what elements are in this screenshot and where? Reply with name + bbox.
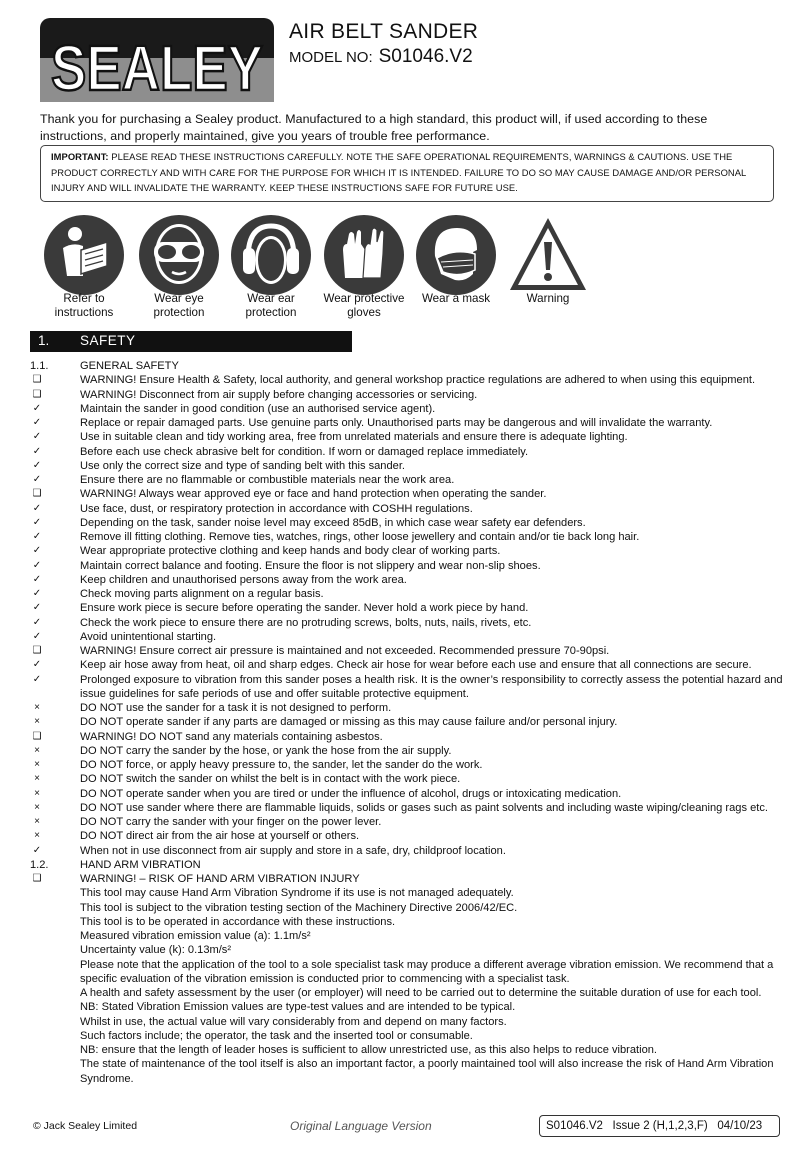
safety-list-item-text: DO NOT operate sander when you are tired or under the influence of alcohol, drugs or intoxicating medication. <box>80 787 622 800</box>
safety-list-item <box>30 744 790 758</box>
ear-protection-icon <box>230 214 312 296</box>
vibration-line: NB: ensure that the length of leader hoses is sufficient to allow unrestricted use, as this also helps to reduce vibration. <box>80 1044 657 1056</box>
safety-list-item <box>30 416 790 430</box>
vibration-line: Uncertainty value (k): 0.13m/s² <box>80 944 232 957</box>
check-icon: ✓ <box>32 516 42 528</box>
cross-icon: × <box>34 801 40 813</box>
cross-icon: × <box>34 773 40 785</box>
safety-list-item <box>30 516 790 530</box>
safety-list-item-text: WARNING! DO NOT sand any materials containing asbestos. <box>80 730 383 743</box>
check-icon: ✓ <box>32 659 42 671</box>
safety-list-item <box>30 844 790 858</box>
safety-list-item-text: DO NOT carry the sander with your finger on the power lever. <box>80 816 382 828</box>
safety-list-item-text: When not in use disconnect from air supply and store in a safe, dry, childproof location. <box>80 844 506 857</box>
footer-copyright: © Jack Sealey Limited <box>33 1120 138 1132</box>
safety-list-item <box>30 801 790 815</box>
icon-label-mask: Wear a mask <box>421 292 491 305</box>
safety-list-item-text: WARNING! Ensure correct air pressure is maintained and not exceeded. Recommended pressure 70-90psi. <box>80 645 610 657</box>
safety-list-item <box>30 730 790 744</box>
icon-label-instructions: Refer to instructions <box>54 292 114 319</box>
safety-list-item-text: Replace or repair damaged parts. Use genuine parts only. Unauthorised parts may be dangerous and will invalidate the warranty. <box>80 417 713 429</box>
safety-list-item-text: Depending on the task, sander noise level may exceed 85dB, in which case wear safety ear defenders. <box>80 516 586 529</box>
section-number: 1. <box>38 333 50 348</box>
vibration-line: The state of maintenance of the tool itself is also an important factor, a poorly maintained tool will also increase the risk of Hand Arm Vibration Syndrome. <box>80 1058 774 1085</box>
check-icon: ✓ <box>32 602 42 614</box>
warning-box-icon: ❑ <box>32 374 42 386</box>
safety-list-item <box>30 772 790 786</box>
safety-list-item-text: Use face, dust, or respiratory protection in accordance with COSHH regulations. <box>80 502 473 515</box>
warning-box-icon: ❑ <box>32 730 42 742</box>
icon-label-gloves: Wear protective gloves <box>323 292 405 319</box>
cross-icon: × <box>34 816 40 827</box>
safety-list-item <box>30 573 790 587</box>
safety-list-item <box>30 701 790 715</box>
cross-icon: × <box>34 787 40 799</box>
safety-list-item <box>30 388 790 402</box>
footer-code: S01046.V2 <box>546 1120 603 1132</box>
safety-list-item <box>30 658 790 672</box>
vibration-line: This tool may cause Hand Arm Vibration Syndrome if its use is not managed adequately. <box>80 887 514 900</box>
safety-list-item-text: Keep air hose away from heat, oil and sharp edges. Check air hose for wear before each use and ensure that all connections are secure. <box>80 659 752 672</box>
safety-list-item <box>30 829 790 843</box>
safety-list-item <box>30 815 790 829</box>
safety-list-item-text: Prolonged exposure to vibration from this sander poses a health risk. It is the owner’s responsibility to correctly assess the potential hazard and issue guidelines for safe periods of use and offer suitable protective equipment. <box>80 673 783 700</box>
safety-list-item-text: Use only the correct size and type of sanding belt with this sander. <box>80 459 405 472</box>
vibration-line: A health and safety assessment by the user (or employer) will need to be carried out to determine the suitable duration of use for each tool. <box>80 987 762 999</box>
safety-list-item <box>30 430 790 444</box>
warning-box-icon: ❑ <box>32 488 42 500</box>
safety-list-item-text: DO NOT carry the sander by the hose, or yank the hose from the air supply. <box>80 744 452 757</box>
sealey-logo <box>40 18 274 102</box>
safety-list-item-text: WARNING! Always wear approved eye or face and hand protection when operating the sander. <box>80 488 547 501</box>
cross-icon: × <box>34 716 40 728</box>
safety-list-item <box>30 459 790 473</box>
safety-list-item-text: Use in suitable clean and tidy working area, free from unrelated materials and ensure there is adequate lighting. <box>80 431 628 444</box>
vibration-text <box>30 886 790 1086</box>
safety-list-item <box>30 473 790 487</box>
warning-box-icon: ❑ <box>32 388 42 400</box>
check-icon: ✓ <box>32 673 42 685</box>
check-icon: ✓ <box>32 459 42 471</box>
safety-list-item-text: Ensure there are no flammable or combustible materials near the work area. <box>80 474 455 486</box>
warning-icon <box>507 214 589 296</box>
safety-list-item-text: DO NOT switch the sander on whilst the belt is in contact with the work piece. <box>80 773 461 786</box>
footer-issue: Issue 2 (H,1,2,3,F) <box>612 1120 708 1132</box>
eye-protection-icon <box>138 214 220 296</box>
safety-list-item-text: DO NOT force, or apply heavy pressure to, the sander, let the sander do the work. <box>80 759 483 771</box>
check-icon: ✓ <box>32 545 42 557</box>
footer-language: Original Language Version <box>290 1119 432 1133</box>
vibration-line: Such factors include; the operator, the task and the inserted tool or consumable. <box>80 1029 473 1042</box>
check-icon: ✓ <box>32 445 42 457</box>
safety-list-item-text: Avoid unintentional starting. <box>80 630 217 643</box>
check-icon: ✓ <box>32 588 42 599</box>
safety-list-item <box>30 673 790 702</box>
safety-list-item <box>30 544 790 558</box>
cross-icon: × <box>34 830 40 842</box>
logo-wordmark <box>40 18 274 102</box>
safety-list-item-text: DO NOT use sander where there are flammable liquids, solids or gases such as paint solvents and including waste wiping/cleaning rags etc. <box>80 801 768 814</box>
subsection-heading-general: 1.1. GENERAL SAFETY <box>30 360 179 372</box>
safety-list-item <box>30 787 790 801</box>
logo-text: SEALEY <box>51 32 263 104</box>
safety-list-item <box>30 487 790 501</box>
safety-list-item-text: WARNING! Disconnect from air supply before changing accessories or servicing. <box>80 388 478 401</box>
vibration-line: Measured vibration emission value (a): 1.1m/s² <box>80 930 311 942</box>
safety-list-item-text: Maintain correct balance and footing. Ensure the floor is not slippery and wear non-slip shoes. <box>80 559 541 572</box>
check-icon: ✓ <box>32 531 42 542</box>
safety-list-item <box>30 630 790 644</box>
check-icon: ✓ <box>32 502 42 514</box>
safety-list-item <box>30 715 790 729</box>
safety-list-item <box>30 616 790 630</box>
mask-icon <box>415 214 497 296</box>
vibration-line: This tool is to be operated in accordance with these instructions. <box>80 915 396 928</box>
safety-list-item <box>30 373 790 387</box>
safety-list-item-text: Maintain the sander in good condition (use an authorised service agent). <box>80 402 436 415</box>
section-title: SAFETY <box>80 333 136 348</box>
check-icon: ✓ <box>32 431 42 443</box>
safety-list-item <box>30 402 790 416</box>
check-icon: ✓ <box>32 474 42 485</box>
footer-issue-box <box>539 1115 780 1137</box>
model-number: S01046.V2 <box>378 46 473 67</box>
check-icon: ✓ <box>32 402 42 414</box>
section-heading-safety <box>30 331 352 352</box>
safety-list-item <box>30 758 790 772</box>
gloves-icon <box>323 214 405 296</box>
safety-list-item-text: DO NOT operate sander if any parts are damaged or missing as this may cause failure and/or personal injury. <box>80 716 618 729</box>
safety-list-item-text: Wear appropriate protective clothing and keep hands and body clear of working parts. <box>80 545 501 558</box>
vibration-line: Whilst in use, the actual value will vary considerably from and depend on many factors. <box>80 1015 507 1028</box>
safety-list-item <box>30 530 790 544</box>
model-line <box>289 46 473 68</box>
vibration-line: Please note that the application of the tool to a sole specialist task may produce a different average vibration emission. We recommend that a specific evaluation of the vibration emission is conducted prior to commencing with a specialist task. <box>80 958 774 985</box>
check-icon: ✓ <box>32 417 42 428</box>
icon-label-eye: Wear eye protection <box>153 292 205 319</box>
model-label: MODEL NO: <box>289 49 373 66</box>
cross-icon: × <box>34 744 40 756</box>
refer-to-instructions-icon <box>43 214 125 296</box>
vibration-warning: ❑ WARNING! – RISK OF HAND ARM VIBRATION INJURY <box>32 873 360 885</box>
check-icon: ✓ <box>32 616 42 628</box>
footer-date: 04/10/23 <box>717 1120 763 1132</box>
safety-list-item-text: Keep children and unauthorised persons away from the work area. <box>80 573 407 586</box>
icon-label-warning: Warning <box>526 292 570 305</box>
vibration-line: NB: Stated Vibration Emission values are type-test values and are intended to be typical. <box>80 1001 516 1014</box>
safety-list-item-text: Check moving parts alignment on a regular basis. <box>80 588 324 600</box>
check-icon: ✓ <box>32 559 42 571</box>
check-icon: ✓ <box>32 573 42 585</box>
product-title: AIR BELT SANDER <box>289 20 479 43</box>
vibration-line: This tool is subject to the vibration testing section of the Machinery Directive 2006/42/EC. <box>80 901 518 914</box>
safety-list-item <box>30 445 790 459</box>
check-icon: ✓ <box>32 844 42 856</box>
warning-box-icon: ❑ <box>32 645 42 656</box>
cross-icon: × <box>34 702 40 713</box>
subsection-heading-vibration: 1.2. HAND ARM VIBRATION <box>30 858 201 871</box>
important-text: PLEASE READ THESE INSTRUCTIONS CAREFULLY. NOTE THE SAFE OPERATIONAL REQUIREMENTS, WARNINGS & CAUTIONS. USE THE PRODUCT CORRECTLY AND WITH CARE FOR THE PURPOSE FOR WHICH IT IS INTENDED. FAILURE TO DO SO MAY CAUSE DAMAGE AND/OR PERSONAL INJURY AND WILL INVALIDATE THE WARRANTY. KEEP THESE INSTRUCTIONS SAFE FOR FUTURE USE. <box>51 151 746 193</box>
important-box <box>40 145 774 202</box>
safety-list-item-text: DO NOT use the sander for a task it is not designed to perform. <box>80 702 392 714</box>
important-label: IMPORTANT: <box>51 151 109 162</box>
icon-label-ear: Wear ear protection <box>245 292 297 319</box>
cross-icon: × <box>34 759 40 770</box>
safety-list-item-text: Before each use check abrasive belt for condition. If worn or damaged replace immediately. <box>80 445 529 458</box>
safety-list-item <box>30 601 790 615</box>
check-icon: ✓ <box>32 630 42 642</box>
safety-list-item-text: WARNING! Ensure Health & Safety, local authority, and general workshop practice regulations are adhered to when using this equipment. <box>80 374 756 387</box>
safety-list-item <box>30 502 790 516</box>
safety-body <box>30 359 790 1086</box>
safety-list-item-text: Check the work piece to ensure there are no protruding screws, bolts, nuts, nails, rivets, etc. <box>80 616 532 629</box>
safety-list-item-text: Remove ill fitting clothing. Remove ties, watches, rings, other loose jewellery and contain and/or tie back long hair. <box>80 531 640 543</box>
general-safety-list <box>30 373 790 858</box>
safety-list-item <box>30 559 790 573</box>
intro-text: Thank you for purchasing a Sealey product. Manufactured to a high standard, this product will, if used according to these instructions, and properly maintained, give you years of trouble free performance. <box>40 112 708 143</box>
safety-list-item <box>30 644 790 658</box>
safety-list-item-text: Ensure work piece is secure before operating the sander. Never hold a work piece by hand. <box>80 602 529 615</box>
safety-list-item <box>30 587 790 601</box>
safety-list-item-text: DO NOT direct air from the air hose at yourself or others. <box>80 830 360 843</box>
